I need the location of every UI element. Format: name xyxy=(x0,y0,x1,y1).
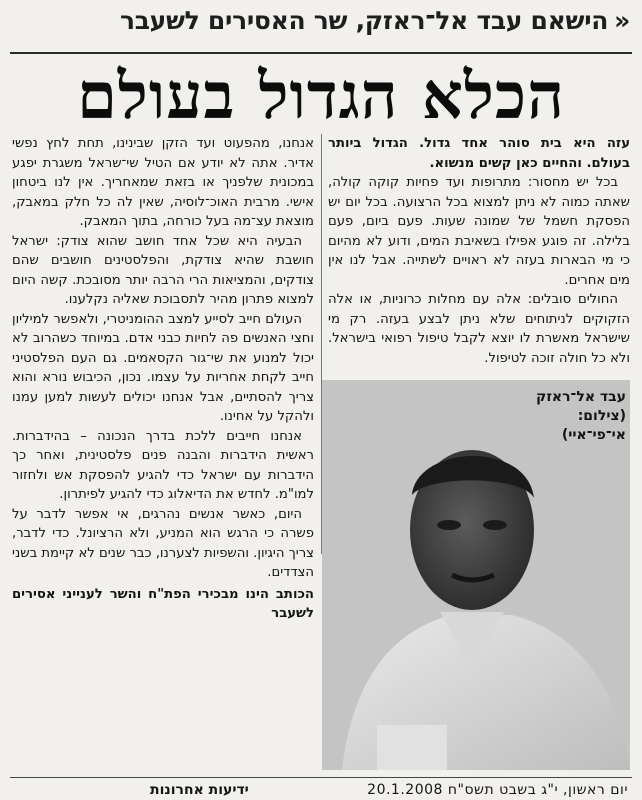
left-column xyxy=(12,134,314,624)
kicker-line xyxy=(14,6,630,35)
kicker-rule xyxy=(10,52,632,54)
body-paragraph: בכל יש מחסור: מתרופות ועד פחיות קוקה קולה, שאתה כמוה לא ניתן למצוא בכל הרצועה. בכל יום יש הפסקת חשמל של שמונה שעות. פעם ביום, פעם בלילה. זה פוגע אפילו בשאיבת המים, ודוע לא מהיום כי מי הבארות בעזה לא ראויים לשתייה. אבל לנו אין מים אחרים. xyxy=(328,175,630,288)
caption-name: עבד אל־ראזק xyxy=(536,389,626,405)
dateline: יום ראשון, י"ג בשבט תשס"ח 20.1.2008 xyxy=(367,782,628,798)
body-paragraph: הבעיה היא שכל אחד חושב שהוא צודק: ישראל חושבת שהיא צודקת, והפלסטינים חושבים שהם צודקים, והמציאות הרי הרבה יותר מסובכת. קשה היום למצוא פתרון מהיר לתסבוכת שאליה נקלענו. xyxy=(12,233,314,307)
body-paragraph: החולים סובלים: אלה עם מחלות כרוניות, או אלה הזקוקים לניתוחים שלא ניתן לבצע בעזה. רק מי שישראל מאשרת לו יוצא לקבל טיפול רפואי בישראל. ולא כל חולה זוכה לטיפול. xyxy=(328,292,630,366)
caption-credit-line1: (צילום: xyxy=(577,408,626,424)
newspaper-name: ידיעות אחרונות xyxy=(150,782,249,798)
photo-caption xyxy=(526,388,626,445)
kicker-text: הישאם עבד אל־ראזק, שר האסירים לשעבר xyxy=(119,6,609,35)
author-note: הכותב הינו מבכירי הפת"ח והשר לענייני אסירים לשעבר xyxy=(12,586,314,621)
body-paragraph: העולם חייב לסייע למצב ההומניטרי, ולאפשר למיליון וחצי האנשים פה לחיות כבני אדם. במיוחד כשהרוב לא יכול למנוע את שי־גור הקסאמים. גם העם הפלסטיני חייב לקחת אחריות על עצמו. נכון, הכיבוש נורא והוא צריך להסתיים, אבל אנחנו יכולים לעשות למען עמנו ולהקל על אחינו. xyxy=(12,311,314,424)
kicker-marker: « xyxy=(614,6,630,35)
headline: הכלא הגדול בעולם xyxy=(76,59,566,134)
caption-credit-line2: אי־פי־איי) xyxy=(561,427,626,443)
body-paragraph: אנחנו, מהפעוט ועד הזקן שבינינו, תחת לחץ נפשי אדיר. אתה לא יודע אם הטיל שי־שראל משגרת יפגע במכונית שלפניך או בזאת שמאחריך. אין לנו ביטחון אישי. מרבית האוכ־לוסיה, שאין לה כל חלק במאבק, מוצאת עצ־מה בעל כורחה, בתוך המאבק. xyxy=(12,136,314,229)
body-paragraph: היום, כאשר אנשים נהרגים, אי אפשר לדבר על פשרה כי הרגש הוא המניע, ולא הרציונל. כדי לדבר, צריך היגיון. והשפיות לצערנו, כבר שנים לא קיימת בשני הצדדים. xyxy=(12,506,314,580)
body-paragraph: אנחנו חייבים ללכת בדרך הנכונה – בהידברות. ראשית הידברות והבנה פנים פלסטינית, ואחר כך הידברות עם ישראל כדי להגיע להפסקת אש ולחזור למו"מ. לחדש את הדיאלוג כדי להגיע לפיתרון. xyxy=(12,428,314,502)
right-column xyxy=(328,134,630,368)
bottom-rule xyxy=(10,777,632,778)
lead-paragraph: עזה היא בית סוהר אחד גדול. הגדול ביותר בעולם. והחיים כאן קשים מנשוא. xyxy=(328,136,630,171)
